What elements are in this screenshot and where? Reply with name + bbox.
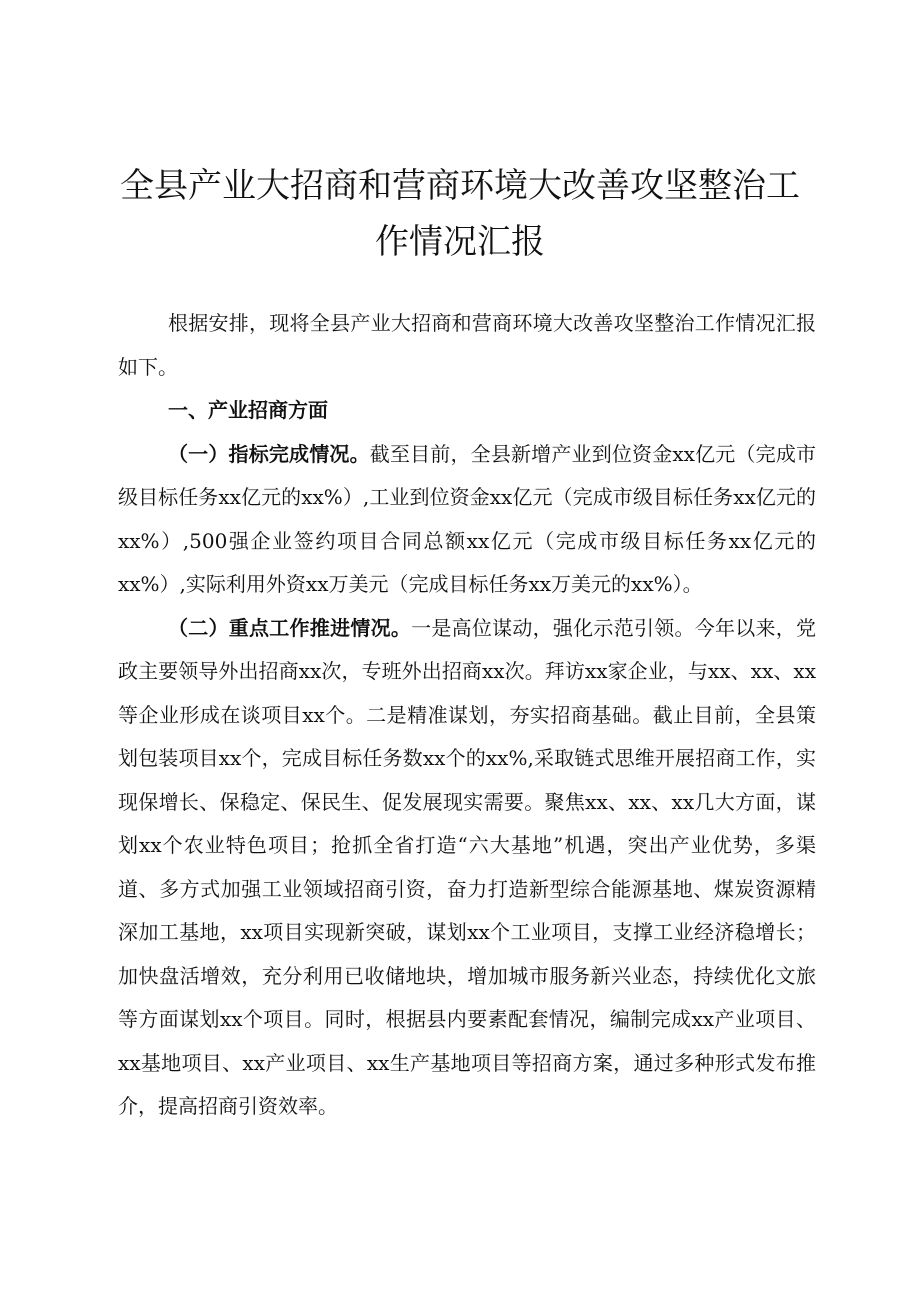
title-line-2: 作情况汇报 [375, 222, 545, 262]
title-line-1: 全县产业大招商和营商环境大改善攻坚整治工 [120, 166, 800, 206]
intro-paragraph: 根据安排，现将全县产业大招商和营商环境大改善攻坚整治工作情况汇报如下。 [118, 311, 816, 379]
subsection-1-text: 截至目前，全县新增产业到位资金xx亿元（完成市级目标任务xx亿元的xx%）,工业到位资金xx亿元（完成市级目标任务xx亿元的xx%）,500强企业签约项目合同总额xx亿元（完成市级目标任务xx亿元的xx%）,实际利用外资xx万美元（完成目标任务xx万美元的xx%）。 [118, 441, 817, 596]
document-title [110, 158, 810, 270]
subsection-2-lead: （二）重点工作推进情况。 [168, 615, 412, 640]
subsection-1-lead: （一）指标完成情况。 [168, 441, 370, 466]
subsection-1-paragraph [118, 433, 816, 607]
document-body [118, 302, 816, 1129]
section-heading: 一、产业招商方面 [168, 398, 328, 422]
subsection-2-text: 一是高位谋动，强化示范引领。今年以来，党政主要领导外出招商xx次，专班外出招商xx次。拜访xx家企业，与xx、xx、xx等企业形成在谈项目xx个。二是精准谋划，夯实招商基础。截止目前，全县策划包装项目xx个，完成目标任务数xx个的xx%,采取链式思维开展招商工作，实现保增长、保稳定、保民生、促发展现实需要。聚焦xx、xx、xx几大方面，谋划xx个农业特色项目；抢抓全省打造“六大基地”机遇，突出产业优势，多渠道、多方式加强工业领域招商引资，奋力打造新型综合能源基地、煤炭资源精深加工基地，xx项目实现新突破，谋划xx个工业项目，支撑工业经济稳增长；加快盘活增效，充分利用已收储地块，增加城市服务新兴业态，持续优化文旅等方面谋划xx个项目。同时，根据县内要素配套情况，编制完成xx产业项目、xx基地项目、xx产业项目、xx生产基地项目等招商方案，通过多种形式发布推介，提高招商引资效率。 [118, 615, 817, 1118]
subsection-2-paragraph [118, 607, 816, 1129]
